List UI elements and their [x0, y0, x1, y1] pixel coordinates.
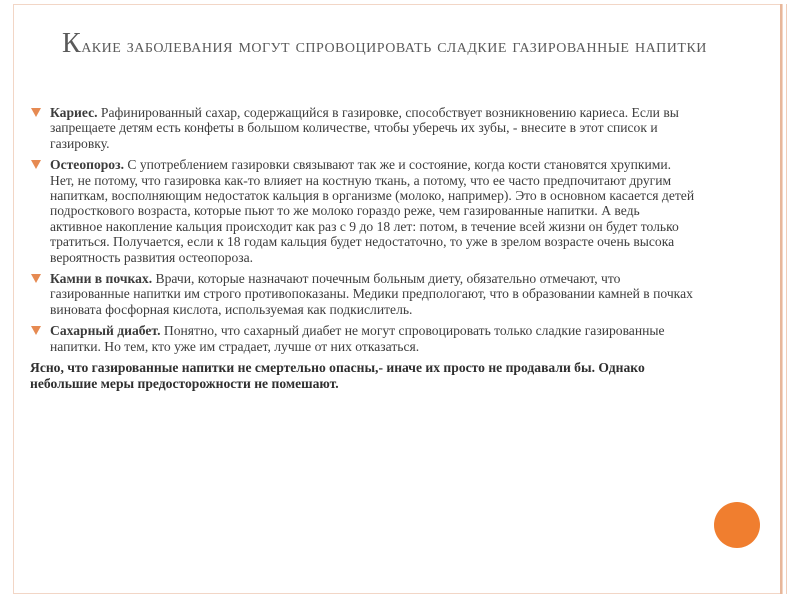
list-item: [30, 271, 695, 317]
bullet-icon: [31, 108, 41, 117]
bullet-icon: [31, 160, 41, 169]
conclusion-text: Ясно, что газированные напитки не смертельно опасны,- иначе их просто не продавали бы. Однако небольшие меры предосторожности не помешают.: [30, 360, 645, 391]
list-item: [30, 323, 695, 354]
list-item: [30, 157, 695, 265]
list-item: [30, 105, 695, 151]
item-text: Врачи, которые назначают почечным больным диету, обязательно отмечают, что газированные напитки им строго противопоказаны. Медики предпологают, что в образовании камней в почках виновата фосфорная кислота, используемая как подкислитель.: [50, 271, 693, 317]
bullet-icon: [31, 326, 41, 335]
item-text: Понятно, что сахарный диабет не могут спровоцировать только сладкие газированные напитки. Но тем, кто уже им страдает, лучше от них отказаться.: [50, 323, 665, 354]
title-first-letter: К: [62, 28, 82, 59]
item-term: Сахарный диабет.: [50, 323, 161, 339]
item-term: Кариес.: [50, 105, 98, 120]
title-rest: акие заболевания могут спровоцировать сладкие газированные напитки: [81, 35, 707, 57]
right-decorative-rule: [780, 4, 782, 594]
item-text: С употреблением газировки связывают так же и состояние, когда кости становятся хрупкими. Нет, не потому, что газировка как-то влияет на костную ткань, а потому, что ее часто предпочитают другим напиткам, восполняющим недостаток кальция в организме (молоко, например). Это в основном касается детей подросткового возраста, которые пьют то же молоко гораздо реже, чем газированные напитки. А ведь активное накопление кальция происходит как раз с 9 до 18 лет: потом, в течение всей жизни он будет только тратиться. Получается, если к 18 годам кальция будет недостаточно, то уже в зрелом возрасте очень высока вероятность развития остеопороза.: [50, 157, 695, 265]
bullet-icon: [31, 274, 41, 283]
slide-title: [62, 26, 742, 64]
item-term: Остеопороз.: [50, 157, 124, 173]
item-text: Рафинированный сахар, содержащийся в газировке, способствует возникновению кариеса. Если вы запрещаете детям есть конфеты в большом количестве, чтобы уберечь их зубы, - внесите в этот список и газировку.: [50, 105, 679, 151]
slide-body: [30, 105, 695, 391]
right-decorative-rule-thin: [786, 4, 787, 594]
decorative-circle: [714, 502, 760, 548]
item-term: Камни в почках.: [50, 271, 153, 287]
